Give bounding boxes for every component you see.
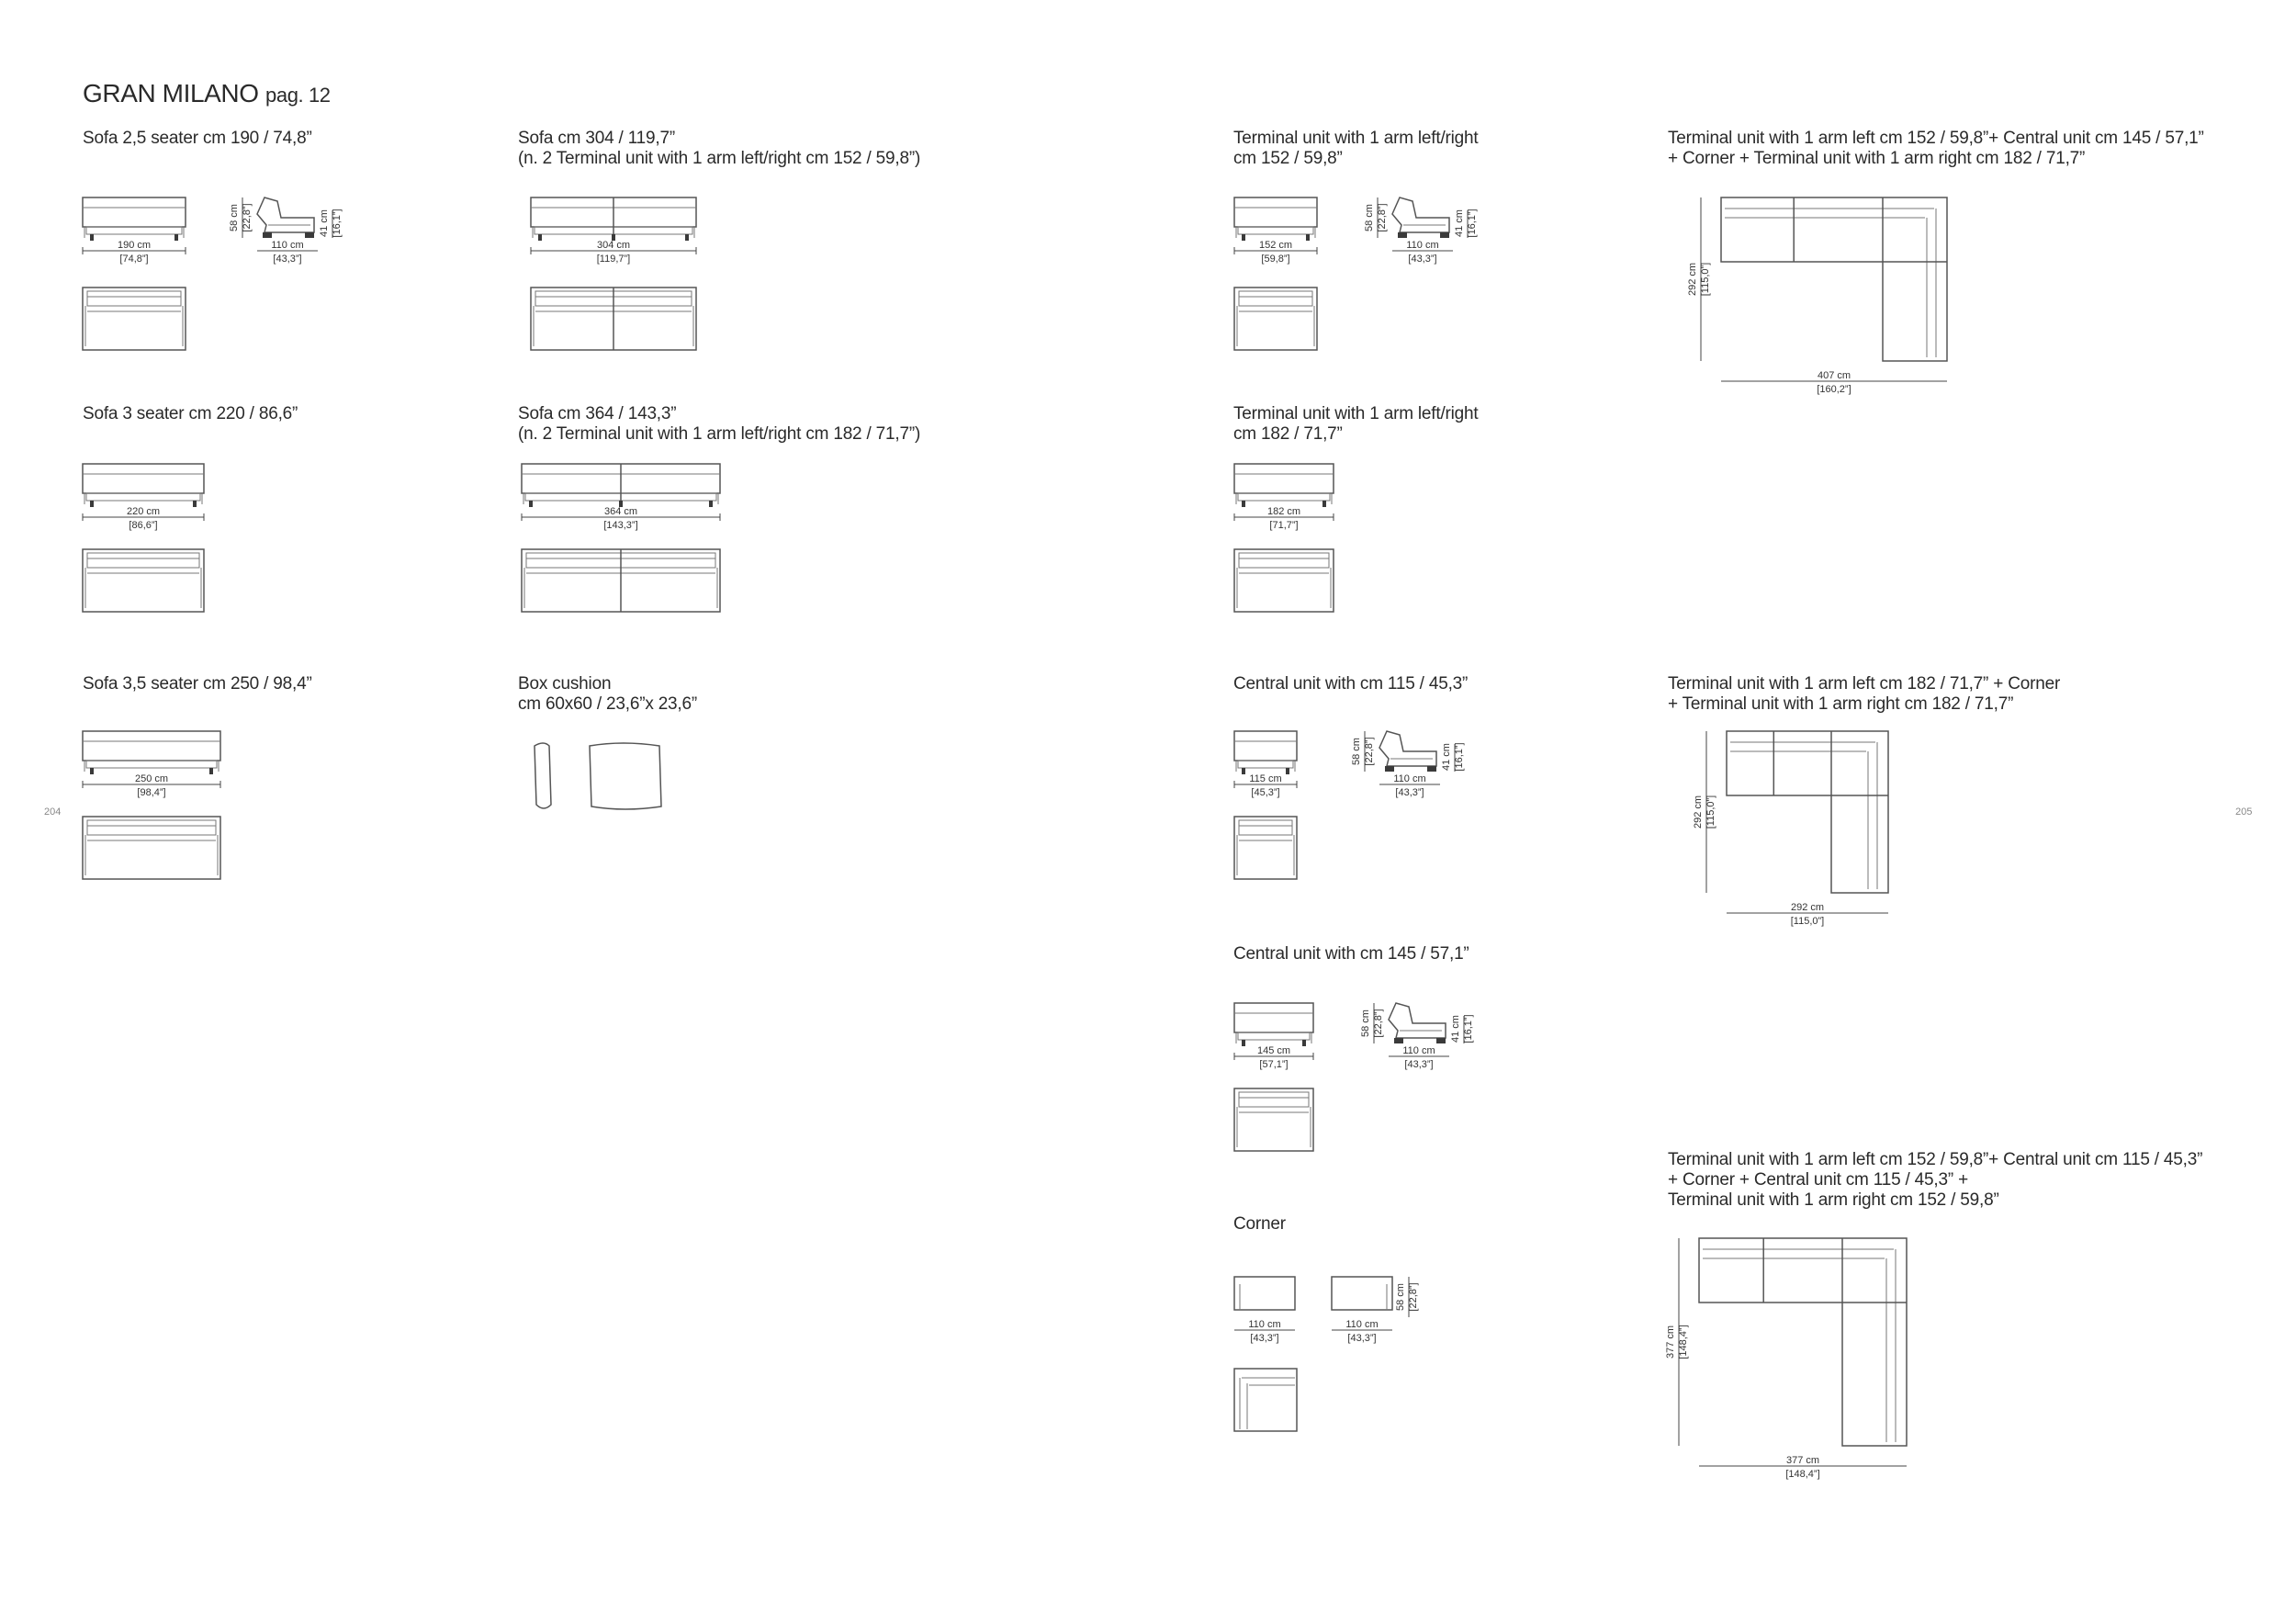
dimension-label: 364 cm: [603, 506, 638, 517]
caption-sofa-364: Sofa cm 364 / 143,3” (n. 2 Terminal unit with 1 arm left/right cm 182 / 71,7”): [518, 404, 921, 444]
dimension-label: 110 cm: [1393, 773, 1426, 784]
caption-sofa-3: Sofa 3 seater cm 220 / 86,6”: [83, 404, 298, 423]
front-view: [83, 464, 204, 531]
corner-plan: [1234, 1369, 1297, 1431]
dimension-label: [57,1”]: [1259, 1059, 1289, 1070]
dimension-label: [148,4”]: [1785, 1469, 1820, 1480]
front-view: [1234, 1003, 1313, 1070]
dimension-label: [148,4”]: [1678, 1325, 1689, 1359]
plan-view: [1234, 817, 1297, 879]
plan-view: [1234, 549, 1334, 612]
plan-view: [83, 288, 186, 350]
title-main: GRAN MILANO: [83, 79, 259, 107]
dimension-label: [16,1”]: [1463, 1014, 1474, 1043]
dimension-label: [59,8”]: [1261, 254, 1290, 265]
dimension-label: [98,4”]: [137, 787, 166, 798]
dimension-label: 145 cm: [1256, 1045, 1291, 1056]
dimension-label: 58 cm: [1395, 1283, 1406, 1311]
caption-sofa-2-5: Sofa 2,5 seater cm 190 / 74,8”: [83, 129, 312, 148]
dimension-label: 182 cm: [1266, 506, 1301, 517]
dimension-label: 250 cm: [134, 773, 169, 784]
plan-view: [83, 817, 220, 879]
dimension-label: [115,0”]: [1790, 916, 1825, 927]
caption-composition-1: Terminal unit with 1 arm left cm 152 / 59,8”+ Central unit cm 145 / 57,1” + Corner + Terminal unit with 1 arm right cm 182 / 71,7”: [1668, 129, 2204, 168]
plan-view: [1234, 288, 1317, 350]
dimension-label: 41 cm: [1450, 1015, 1461, 1043]
corner-front: [1234, 1277, 1419, 1344]
dimension-label: 110 cm: [1248, 1319, 1281, 1330]
dimension-label: 304 cm: [596, 240, 631, 251]
composition-plan: [1693, 731, 1888, 927]
dimension-label: 110 cm: [1345, 1319, 1379, 1330]
dimension-label: [22,8”]: [1408, 1282, 1419, 1312]
dimension-label: [86,6”]: [129, 520, 158, 531]
plan-view: [522, 549, 720, 612]
dimension-label: 377 cm: [1785, 1455, 1820, 1466]
dimension-label: [160,2”]: [1817, 384, 1851, 395]
dimension-label: 115 cm: [1249, 773, 1282, 784]
title-page-ref: pag. 12: [265, 84, 331, 107]
caption-central-115: Central unit with cm 115 / 45,3”: [1233, 674, 1469, 694]
side-view: [1364, 197, 1478, 265]
caption-sofa-3-5: Sofa 3,5 seater cm 250 / 98,4”: [83, 674, 312, 694]
front-view: [83, 731, 220, 798]
dimension-label: 58 cm: [229, 204, 240, 231]
page-number-right: 205: [2235, 806, 2253, 818]
dimension-label: [115,0”]: [1705, 795, 1716, 829]
dimension-label: [43,3”]: [1347, 1333, 1377, 1344]
front-view: [522, 464, 720, 531]
dimension-label: 110 cm: [1406, 240, 1439, 251]
dimension-label: 58 cm: [1364, 204, 1375, 231]
composition-plan: [1665, 1238, 1907, 1480]
dimension-label: [22,8”]: [242, 203, 253, 232]
caption-composition-2: Terminal unit with 1 arm left cm 182 / 71,7” + Corner + Terminal unit with 1 arm right cm 182 / 71,7”: [1668, 674, 2061, 714]
dimension-label: [115,0”]: [1700, 262, 1711, 297]
dimension-label: [22,8”]: [1364, 737, 1375, 766]
caption-terminal-182: Terminal unit with 1 arm left/right cm 182 / 71,7”: [1233, 404, 1479, 444]
dimension-label: 41 cm: [1454, 209, 1465, 237]
dimension-label: [119,7”]: [596, 254, 631, 265]
side-view: [1360, 1003, 1474, 1070]
front-view: [1234, 464, 1334, 531]
front-view: [83, 197, 186, 265]
dimension-label: 407 cm: [1817, 370, 1851, 381]
caption-corner: Corner: [1233, 1214, 1286, 1234]
side-view: [1351, 731, 1465, 798]
dimension-label: 58 cm: [1360, 1009, 1371, 1037]
dimension-label: [43,3”]: [1395, 787, 1424, 798]
caption-composition-3: Terminal unit with 1 arm left cm 152 / 59,8”+ Central unit cm 115 / 45,3” + Corner + Central unit cm 115 / 45,3” + Terminal unit with 1 arm right cm 152 / 59,8”: [1668, 1150, 2203, 1210]
dimension-label: 292 cm: [1790, 902, 1825, 913]
dimension-label: [74,8”]: [119, 254, 149, 265]
plan-view: [83, 549, 204, 612]
dimension-label: 292 cm: [1687, 262, 1698, 297]
dimension-label: [71,7”]: [1269, 520, 1299, 531]
dimension-label: [16,1”]: [1454, 742, 1465, 772]
dimension-label: [43,3”]: [1408, 254, 1437, 265]
caption-terminal-152: Terminal unit with 1 arm left/right cm 152 / 59,8”: [1233, 129, 1479, 168]
dimension-label: 58 cm: [1351, 738, 1362, 765]
dimension-label: [22,8”]: [1377, 203, 1388, 232]
caption-box-cushion: Box cushion cm 60x60 / 23,6”x 23,6”: [518, 674, 698, 714]
front-view: [531, 197, 696, 265]
plan-view: [1234, 1088, 1313, 1151]
dimension-label: [45,3”]: [1251, 787, 1280, 798]
dimension-label: 110 cm: [271, 240, 304, 251]
caption-sofa-304: Sofa cm 304 / 119,7” (n. 2 Terminal unit with 1 arm left/right cm 152 / 59,8”): [518, 129, 921, 168]
dimension-label: [43,3”]: [1250, 1333, 1279, 1344]
dimension-label: [22,8”]: [1373, 1009, 1384, 1038]
dimension-label: 152 cm: [1258, 240, 1293, 251]
box-cushion: [535, 743, 661, 809]
dimension-label: [43,3”]: [1404, 1059, 1434, 1070]
composition-plan: [1687, 197, 1947, 395]
dimension-label: 190 cm: [117, 240, 152, 251]
caption-central-145: Central unit with cm 145 / 57,1”: [1233, 944, 1469, 964]
side-view: [229, 197, 343, 265]
front-view: [1234, 197, 1317, 265]
dimension-label: 41 cm: [1441, 743, 1452, 771]
dimension-label: 292 cm: [1693, 795, 1704, 829]
dimension-label: [16,1”]: [332, 209, 343, 238]
front-view: [1234, 731, 1297, 798]
dimension-label: 220 cm: [126, 506, 161, 517]
dimension-label: [43,3”]: [273, 254, 302, 265]
dimension-label: 377 cm: [1665, 1325, 1676, 1359]
dimension-label: [16,1”]: [1467, 209, 1478, 238]
dimension-label: [143,3”]: [603, 520, 638, 531]
page-number-left: 204: [44, 806, 62, 818]
dimension-label: 41 cm: [319, 209, 330, 237]
plan-view: [531, 288, 696, 350]
dimension-label: 110 cm: [1402, 1045, 1435, 1056]
